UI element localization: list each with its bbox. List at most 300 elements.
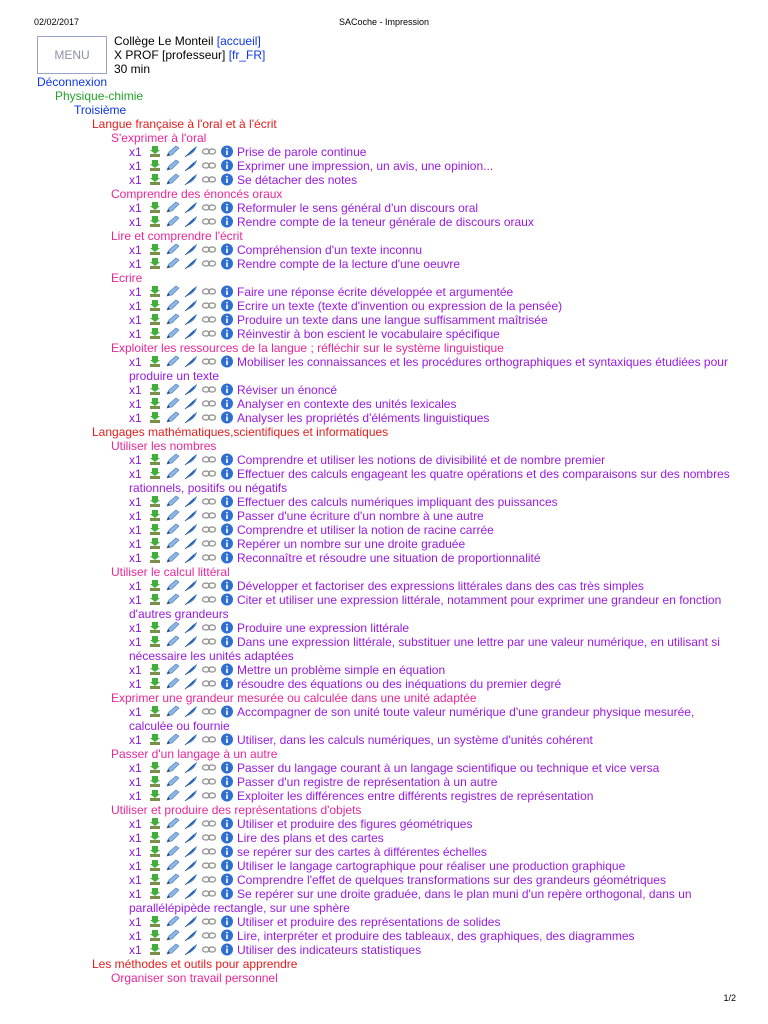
info-icon[interactable] bbox=[219, 327, 235, 340]
item-label: Exprimer une impression, un avis, une opinion... bbox=[237, 159, 494, 173]
download-icon[interactable] bbox=[147, 509, 163, 522]
item-coefficient: x1 bbox=[129, 355, 142, 369]
pencil-icon[interactable] bbox=[165, 733, 181, 746]
print-date: 02/02/2017 bbox=[34, 17, 80, 27]
link-icon[interactable] bbox=[201, 201, 217, 214]
feather-icon[interactable] bbox=[183, 873, 199, 886]
item-coefficient: x1 bbox=[129, 677, 142, 691]
pencil-icon[interactable] bbox=[165, 453, 181, 466]
download-icon[interactable] bbox=[147, 201, 163, 214]
info-icon[interactable] bbox=[219, 411, 235, 424]
info-icon[interactable] bbox=[219, 523, 235, 536]
feather-icon[interactable] bbox=[183, 467, 199, 480]
item-coefficient: x1 bbox=[129, 285, 142, 299]
item-coefficient: x1 bbox=[129, 467, 142, 481]
feather-icon[interactable] bbox=[183, 285, 199, 298]
pencil-icon[interactable] bbox=[165, 467, 181, 480]
competence-item bbox=[129, 355, 737, 383]
info-icon[interactable] bbox=[219, 677, 235, 690]
link-icon[interactable] bbox=[201, 397, 217, 410]
pencil-icon[interactable] bbox=[165, 551, 181, 564]
competence-item bbox=[129, 677, 737, 691]
info-icon[interactable] bbox=[219, 873, 235, 886]
info-icon[interactable] bbox=[219, 159, 235, 172]
link-icon[interactable] bbox=[201, 943, 217, 956]
pencil-icon[interactable] bbox=[165, 201, 181, 214]
download-icon[interactable] bbox=[147, 313, 163, 326]
feather-icon[interactable] bbox=[183, 313, 199, 326]
info-icon[interactable] bbox=[219, 173, 235, 186]
link-icon[interactable] bbox=[201, 677, 217, 690]
download-icon[interactable] bbox=[147, 467, 163, 480]
item-coefficient: x1 bbox=[129, 761, 142, 775]
download-icon[interactable] bbox=[147, 383, 163, 396]
pencil-icon[interactable] bbox=[165, 215, 181, 228]
info-icon[interactable] bbox=[219, 621, 235, 634]
feather-icon[interactable] bbox=[183, 145, 199, 158]
download-icon[interactable] bbox=[147, 845, 163, 858]
item-label: Effectuer des calculs engageant les quatre opérations et des comparaisons sur des nombres rationnels, positifs ou négatifs bbox=[129, 467, 730, 495]
competence-item bbox=[129, 327, 737, 341]
pencil-icon[interactable] bbox=[165, 817, 181, 830]
info-icon[interactable] bbox=[219, 467, 235, 480]
link-icon[interactable] bbox=[201, 859, 217, 872]
link-icon[interactable] bbox=[201, 467, 217, 480]
feather-icon[interactable] bbox=[183, 215, 199, 228]
link-icon[interactable] bbox=[201, 159, 217, 172]
link-icon[interactable] bbox=[201, 285, 217, 298]
competence-item bbox=[129, 859, 737, 873]
info-icon[interactable] bbox=[219, 593, 235, 606]
feather-icon[interactable] bbox=[183, 677, 199, 690]
pencil-icon[interactable] bbox=[165, 579, 181, 592]
link-icon[interactable] bbox=[201, 761, 217, 774]
competence-item bbox=[129, 495, 737, 509]
download-icon[interactable] bbox=[147, 663, 163, 676]
link-icon[interactable] bbox=[201, 929, 217, 942]
competence-item bbox=[129, 215, 737, 229]
download-icon[interactable] bbox=[147, 173, 163, 186]
info-icon[interactable] bbox=[219, 775, 235, 788]
download-icon[interactable] bbox=[147, 453, 163, 466]
feather-icon[interactable] bbox=[183, 173, 199, 186]
item-label: Utiliser des indicateurs statistiques bbox=[237, 943, 422, 957]
pencil-icon[interactable] bbox=[165, 887, 181, 900]
info-icon[interactable] bbox=[219, 943, 235, 956]
item-label: Passer d'un registre de représentation à un autre bbox=[237, 775, 498, 789]
download-icon[interactable] bbox=[147, 397, 163, 410]
item-label: Faire une réponse écrite développée et argumentée bbox=[237, 285, 514, 299]
pencil-icon[interactable] bbox=[165, 761, 181, 774]
feather-icon[interactable] bbox=[183, 831, 199, 844]
item-label: Reformuler le sens général d'un discours oral bbox=[237, 201, 479, 215]
pencil-icon[interactable] bbox=[165, 285, 181, 298]
feather-icon[interactable] bbox=[183, 383, 199, 396]
pencil-icon[interactable] bbox=[165, 915, 181, 928]
link-icon[interactable] bbox=[201, 537, 217, 550]
pencil-icon[interactable] bbox=[165, 593, 181, 606]
download-icon[interactable] bbox=[147, 873, 163, 886]
download-icon[interactable] bbox=[147, 215, 163, 228]
item-coefficient: x1 bbox=[129, 789, 142, 803]
feather-icon[interactable] bbox=[183, 635, 199, 648]
competence-item bbox=[129, 593, 737, 621]
link-icon[interactable] bbox=[201, 873, 217, 886]
download-icon[interactable] bbox=[147, 887, 163, 900]
download-icon[interactable] bbox=[147, 635, 163, 648]
download-icon[interactable] bbox=[147, 579, 163, 592]
theme-heading: S'exprimer à l'oral bbox=[111, 131, 207, 145]
feather-icon[interactable] bbox=[183, 509, 199, 522]
link-icon[interactable] bbox=[201, 817, 217, 830]
info-icon[interactable] bbox=[219, 887, 235, 900]
download-icon[interactable] bbox=[147, 761, 163, 774]
info-icon[interactable] bbox=[219, 285, 235, 298]
pencil-icon[interactable] bbox=[165, 705, 181, 718]
item-coefficient: x1 bbox=[129, 705, 142, 719]
info-icon[interactable] bbox=[219, 145, 235, 158]
download-icon[interactable] bbox=[147, 495, 163, 508]
feather-icon[interactable] bbox=[183, 789, 199, 802]
competence-item bbox=[129, 299, 737, 313]
info-icon[interactable] bbox=[219, 313, 235, 326]
info-icon[interactable] bbox=[219, 705, 235, 718]
competence-item bbox=[129, 397, 737, 411]
info-icon[interactable] bbox=[219, 761, 235, 774]
pencil-icon[interactable] bbox=[165, 943, 181, 956]
feather-icon[interactable] bbox=[183, 579, 199, 592]
pencil-icon[interactable] bbox=[165, 677, 181, 690]
info-icon[interactable] bbox=[219, 551, 235, 564]
feather-icon[interactable] bbox=[183, 915, 199, 928]
download-icon[interactable] bbox=[147, 915, 163, 928]
link-icon[interactable] bbox=[201, 215, 217, 228]
item-label: se repérer sur des cartes à différentes échelles bbox=[237, 845, 487, 859]
competence-item bbox=[129, 173, 737, 187]
info-icon[interactable] bbox=[219, 859, 235, 872]
feather-icon[interactable] bbox=[183, 299, 199, 312]
pencil-icon[interactable] bbox=[165, 523, 181, 536]
info-icon[interactable] bbox=[219, 537, 235, 550]
feather-icon[interactable] bbox=[183, 733, 199, 746]
download-icon[interactable] bbox=[147, 817, 163, 830]
pencil-icon[interactable] bbox=[165, 635, 181, 648]
pencil-icon[interactable] bbox=[165, 831, 181, 844]
item-label: Se détacher des notes bbox=[237, 173, 358, 187]
competence-item bbox=[129, 635, 737, 663]
download-icon[interactable] bbox=[147, 733, 163, 746]
domain-heading: Langue française à l'oral et à l'écrit bbox=[92, 117, 277, 131]
link-icon[interactable] bbox=[201, 831, 217, 844]
feather-icon[interactable] bbox=[183, 887, 199, 900]
pencil-icon[interactable] bbox=[165, 243, 181, 256]
item-coefficient: x1 bbox=[129, 593, 142, 607]
theme-heading: Utiliser les nombres bbox=[111, 439, 217, 453]
pencil-icon[interactable] bbox=[165, 621, 181, 634]
item-label: Rendre compte de la teneur générale de discours oraux bbox=[237, 215, 534, 229]
link-icon[interactable] bbox=[201, 355, 217, 368]
feather-icon[interactable] bbox=[183, 859, 199, 872]
home-link[interactable]: [accueil] bbox=[216, 34, 261, 48]
info-icon[interactable] bbox=[219, 383, 235, 396]
feather-icon[interactable] bbox=[183, 201, 199, 214]
info-icon[interactable] bbox=[219, 817, 235, 830]
item-label: Ecrire un texte (texte d'invention ou expression de la pensée) bbox=[237, 299, 563, 313]
link-icon[interactable] bbox=[201, 313, 217, 326]
language-link[interactable]: [fr_FR] bbox=[228, 48, 266, 62]
pencil-icon[interactable] bbox=[165, 411, 181, 424]
info-icon[interactable] bbox=[219, 355, 235, 368]
item-label: Mettre un problème simple en équation bbox=[237, 663, 446, 677]
item-coefficient: x1 bbox=[129, 327, 142, 341]
pencil-icon[interactable] bbox=[165, 859, 181, 872]
download-icon[interactable] bbox=[147, 537, 163, 550]
item-coefficient: x1 bbox=[129, 201, 142, 215]
item-coefficient: x1 bbox=[129, 621, 142, 635]
item-coefficient: x1 bbox=[129, 145, 142, 159]
download-icon[interactable] bbox=[147, 551, 163, 564]
feather-icon[interactable] bbox=[183, 257, 199, 270]
pencil-icon[interactable] bbox=[165, 257, 181, 270]
link-icon[interactable] bbox=[201, 509, 217, 522]
info-icon[interactable] bbox=[219, 929, 235, 942]
link-icon[interactable] bbox=[201, 495, 217, 508]
item-coefficient: x1 bbox=[129, 663, 142, 677]
competence-item bbox=[129, 845, 737, 859]
item-label: Utiliser et produire des figures géométriques bbox=[237, 817, 473, 831]
pencil-icon[interactable] bbox=[165, 145, 181, 158]
feather-icon[interactable] bbox=[183, 397, 199, 410]
pencil-icon[interactable] bbox=[165, 929, 181, 942]
pencil-icon[interactable] bbox=[165, 845, 181, 858]
download-icon[interactable] bbox=[147, 943, 163, 956]
competence-item bbox=[129, 831, 737, 845]
pencil-icon[interactable] bbox=[165, 873, 181, 886]
feather-icon[interactable] bbox=[183, 621, 199, 634]
link-icon[interactable] bbox=[201, 257, 217, 270]
competence-item bbox=[129, 453, 737, 467]
link-icon[interactable] bbox=[201, 915, 217, 928]
feather-icon[interactable] bbox=[183, 495, 199, 508]
feather-icon[interactable] bbox=[183, 537, 199, 550]
competence-item bbox=[129, 873, 737, 887]
download-icon[interactable] bbox=[147, 285, 163, 298]
user-name: X PROF [professeur] bbox=[114, 48, 226, 62]
pencil-icon[interactable] bbox=[165, 299, 181, 312]
download-icon[interactable] bbox=[147, 523, 163, 536]
item-label: Effectuer des calculs numériques impliquant des puissances bbox=[237, 495, 558, 509]
link-icon[interactable] bbox=[201, 173, 217, 186]
competence-item bbox=[129, 467, 737, 495]
link-icon[interactable] bbox=[201, 705, 217, 718]
download-icon[interactable] bbox=[147, 243, 163, 256]
item-label: Analyser les propriétés d'éléments linguistiques bbox=[237, 411, 490, 425]
info-icon[interactable] bbox=[219, 915, 235, 928]
theme-heading: Passer d'un langage à un autre bbox=[111, 747, 278, 761]
item-label: Dans une expression littérale, substituer une lettre par une valeur numérique, en utilisant si nécessaire les unités adaptées bbox=[129, 635, 720, 663]
feather-icon[interactable] bbox=[183, 817, 199, 830]
pencil-icon[interactable] bbox=[165, 509, 181, 522]
pencil-icon[interactable] bbox=[165, 775, 181, 788]
info-icon[interactable] bbox=[219, 789, 235, 802]
pencil-icon[interactable] bbox=[165, 495, 181, 508]
competence-item bbox=[129, 943, 737, 957]
info-icon[interactable] bbox=[219, 495, 235, 508]
info-icon[interactable] bbox=[219, 257, 235, 270]
download-icon[interactable] bbox=[147, 145, 163, 158]
item-label: Réviser un énoncé bbox=[237, 383, 338, 397]
user-info bbox=[114, 34, 265, 76]
link-icon[interactable] bbox=[201, 145, 217, 158]
download-icon[interactable] bbox=[147, 299, 163, 312]
info-icon[interactable] bbox=[219, 663, 235, 676]
info-icon[interactable] bbox=[219, 201, 235, 214]
competence-item bbox=[129, 257, 737, 271]
item-label: Utiliser le langage cartographique pour réaliser une production graphique bbox=[237, 859, 626, 873]
download-icon[interactable] bbox=[147, 355, 163, 368]
link-icon[interactable] bbox=[201, 845, 217, 858]
item-coefficient: x1 bbox=[129, 873, 142, 887]
competence-item bbox=[129, 789, 737, 803]
link-icon[interactable] bbox=[201, 775, 217, 788]
theme-heading: Exprimer une grandeur mesurée ou calculée dans une unité adaptée bbox=[111, 691, 477, 705]
download-icon[interactable] bbox=[147, 257, 163, 270]
link-icon[interactable] bbox=[201, 887, 217, 900]
feather-icon[interactable] bbox=[183, 159, 199, 172]
info-icon[interactable] bbox=[219, 635, 235, 648]
info-icon[interactable] bbox=[219, 299, 235, 312]
download-icon[interactable] bbox=[147, 677, 163, 690]
download-icon[interactable] bbox=[147, 327, 163, 340]
link-icon[interactable] bbox=[201, 327, 217, 340]
link-icon[interactable] bbox=[201, 621, 217, 634]
link-icon[interactable] bbox=[201, 579, 217, 592]
feather-icon[interactable] bbox=[183, 411, 199, 424]
session-duration: 30 min bbox=[114, 62, 151, 76]
info-icon[interactable] bbox=[219, 243, 235, 256]
item-label: Développer et factoriser des expressions littérales dans des cas très simples bbox=[237, 579, 644, 593]
item-coefficient: x1 bbox=[129, 257, 142, 271]
print-header bbox=[0, 17, 768, 31]
item-label: Produire un texte dans une langue suffisamment maîtrisée bbox=[237, 313, 548, 327]
download-icon[interactable] bbox=[147, 831, 163, 844]
competence-item bbox=[129, 285, 737, 299]
competence-item bbox=[129, 887, 737, 915]
feather-icon[interactable] bbox=[183, 243, 199, 256]
link-icon[interactable] bbox=[201, 453, 217, 466]
info-icon[interactable] bbox=[219, 509, 235, 522]
info-icon[interactable] bbox=[219, 453, 235, 466]
info-icon[interactable] bbox=[219, 845, 235, 858]
competence-item bbox=[129, 411, 737, 425]
pencil-icon[interactable] bbox=[165, 355, 181, 368]
link-icon[interactable] bbox=[201, 523, 217, 536]
info-icon[interactable] bbox=[219, 215, 235, 228]
info-icon[interactable] bbox=[219, 397, 235, 410]
feather-icon[interactable] bbox=[183, 663, 199, 676]
item-label: Réinvestir à bon escient le vocabulaire spécifique bbox=[237, 327, 500, 341]
feather-icon[interactable] bbox=[183, 327, 199, 340]
pencil-icon[interactable] bbox=[165, 789, 181, 802]
download-icon[interactable] bbox=[147, 411, 163, 424]
link-icon[interactable] bbox=[201, 299, 217, 312]
item-label: Lire des plans et des cartes bbox=[237, 831, 384, 845]
pencil-icon[interactable] bbox=[165, 327, 181, 340]
download-icon[interactable] bbox=[147, 159, 163, 172]
info-icon[interactable] bbox=[219, 831, 235, 844]
school-name: Collège Le Monteil bbox=[114, 34, 214, 48]
competence-tree bbox=[37, 75, 737, 985]
info-icon[interactable] bbox=[219, 579, 235, 592]
competence-item bbox=[129, 929, 737, 943]
feather-icon[interactable] bbox=[183, 761, 199, 774]
link-icon[interactable] bbox=[201, 789, 217, 802]
feather-icon[interactable] bbox=[183, 705, 199, 718]
link-icon[interactable] bbox=[201, 663, 217, 676]
pencil-icon[interactable] bbox=[165, 313, 181, 326]
item-coefficient: x1 bbox=[129, 523, 142, 537]
feather-icon[interactable] bbox=[183, 593, 199, 606]
item-label: Accompagner de son unité toute valeur numérique d'une grandeur physique mesurée, calculée ou fournie bbox=[129, 705, 695, 733]
pencil-icon[interactable] bbox=[165, 397, 181, 410]
link-icon[interactable] bbox=[201, 551, 217, 564]
info-icon[interactable] bbox=[219, 733, 235, 746]
download-icon[interactable] bbox=[147, 705, 163, 718]
item-label: Reconnaître et résoudre une situation de proportionnalité bbox=[237, 551, 541, 565]
download-icon[interactable] bbox=[147, 775, 163, 788]
feather-icon[interactable] bbox=[183, 355, 199, 368]
item-coefficient: x1 bbox=[129, 397, 142, 411]
feather-icon[interactable] bbox=[183, 775, 199, 788]
menu-button[interactable]: MENU bbox=[37, 36, 107, 74]
feather-icon[interactable] bbox=[183, 523, 199, 536]
item-label: Repérer un nombre sur une droite graduée bbox=[237, 537, 466, 551]
download-icon[interactable] bbox=[147, 859, 163, 872]
pencil-icon[interactable] bbox=[165, 173, 181, 186]
theme-heading: Organiser son travail personnel bbox=[111, 971, 278, 985]
feather-icon[interactable] bbox=[183, 943, 199, 956]
link-icon[interactable] bbox=[201, 593, 217, 606]
theme-heading: Lire et comprendre l'écrit bbox=[111, 229, 243, 243]
link-icon[interactable] bbox=[201, 243, 217, 256]
feather-icon[interactable] bbox=[183, 453, 199, 466]
link-icon[interactable] bbox=[201, 383, 217, 396]
item-label: Lire, interpréter et produire des tableaux, des graphiques, des diagrammes bbox=[237, 929, 635, 943]
download-icon[interactable] bbox=[147, 621, 163, 634]
item-label: résoudre des équations ou des inéquations du premier degré bbox=[237, 677, 562, 691]
level-label: Troisième bbox=[74, 103, 127, 117]
item-label: Comprendre l'effet de quelques transformations sur des grandeurs géométriques bbox=[237, 873, 666, 887]
pencil-icon[interactable] bbox=[165, 663, 181, 676]
feather-icon[interactable] bbox=[183, 845, 199, 858]
item-coefficient: x1 bbox=[129, 551, 142, 565]
link-icon[interactable] bbox=[201, 411, 217, 424]
link-icon[interactable] bbox=[201, 733, 217, 746]
pencil-icon[interactable] bbox=[165, 159, 181, 172]
item-coefficient: x1 bbox=[129, 383, 142, 397]
competence-item bbox=[129, 523, 737, 537]
item-coefficient: x1 bbox=[129, 509, 142, 523]
download-icon[interactable] bbox=[147, 929, 163, 942]
pencil-icon[interactable] bbox=[165, 537, 181, 550]
download-icon[interactable] bbox=[147, 789, 163, 802]
logout-link[interactable]: Déconnexion bbox=[37, 75, 108, 89]
pencil-icon[interactable] bbox=[165, 383, 181, 396]
feather-icon[interactable] bbox=[183, 551, 199, 564]
feather-icon[interactable] bbox=[183, 929, 199, 942]
download-icon[interactable] bbox=[147, 593, 163, 606]
link-icon[interactable] bbox=[201, 635, 217, 648]
